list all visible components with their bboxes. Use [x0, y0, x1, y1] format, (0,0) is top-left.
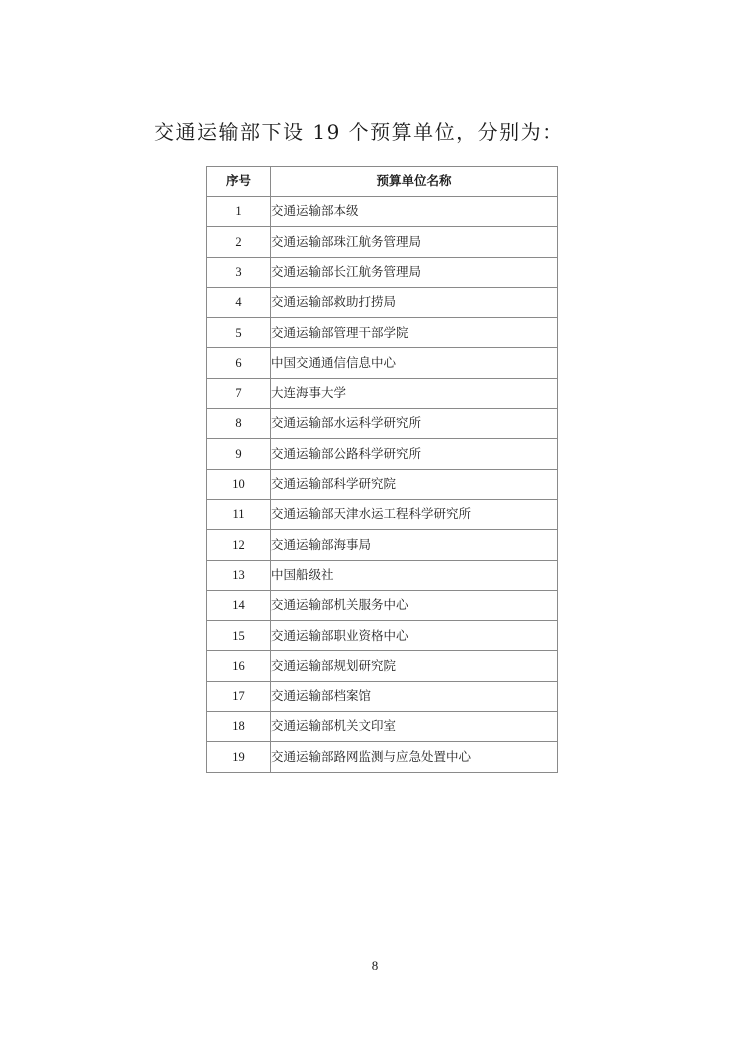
table-row: [207, 742, 558, 772]
row-unit-name: 交通运输部水运科学研究所: [271, 409, 558, 439]
row-serial-number: 18: [207, 712, 271, 742]
row-unit-name: 交通运输部珠江航务管理局: [271, 227, 558, 257]
row-serial-number: 15: [207, 621, 271, 651]
row-serial-number: 11: [207, 499, 271, 529]
row-serial-number: 17: [207, 681, 271, 711]
row-unit-name: 交通运输部海事局: [271, 530, 558, 560]
row-serial-number: 16: [207, 651, 271, 681]
row-serial-number: 4: [207, 287, 271, 317]
table-row: [207, 590, 558, 620]
table-row: [207, 681, 558, 711]
row-serial-number: 7: [207, 378, 271, 408]
row-unit-name: 大连海事大学: [271, 378, 558, 408]
row-unit-name: 交通运输部公路科学研究所: [271, 439, 558, 469]
row-unit-name: 交通运输部规划研究院: [271, 651, 558, 681]
row-serial-number: 6: [207, 348, 271, 378]
row-serial-number: 10: [207, 469, 271, 499]
row-unit-name: 交通运输部职业资格中心: [271, 621, 558, 651]
row-unit-name: 交通运输部科学研究院: [271, 469, 558, 499]
row-serial-number: 9: [207, 439, 271, 469]
table-row: [207, 621, 558, 651]
table-row: [207, 257, 558, 287]
table-row: [207, 651, 558, 681]
budget-units-table: [206, 166, 558, 773]
row-unit-name: 交通运输部长江航务管理局: [271, 257, 558, 287]
row-unit-name: 交通运输部本级: [271, 197, 558, 227]
table-row: [207, 712, 558, 742]
table-row: [207, 439, 558, 469]
row-serial-number: 8: [207, 409, 271, 439]
table-row: [207, 348, 558, 378]
row-serial-number: 2: [207, 227, 271, 257]
row-unit-name: 交通运输部机关服务中心: [271, 590, 558, 620]
row-unit-name: 中国交通通信信息中心: [271, 348, 558, 378]
row-serial-number: 3: [207, 257, 271, 287]
table-row: [207, 560, 558, 590]
table-row: [207, 227, 558, 257]
header-unit-name: 预算单位名称: [271, 167, 558, 197]
row-unit-name: 交通运输部救助打捞局: [271, 287, 558, 317]
table-row: [207, 197, 558, 227]
row-serial-number: 13: [207, 560, 271, 590]
table-row: [207, 499, 558, 529]
table-row: [207, 409, 558, 439]
row-serial-number: 1: [207, 197, 271, 227]
row-serial-number: 12: [207, 530, 271, 560]
header-serial-number: 序号: [207, 167, 271, 197]
table-row: [207, 469, 558, 499]
row-unit-name: 中国船级社: [271, 560, 558, 590]
table-body: [207, 197, 558, 773]
row-unit-name: 交通运输部天津水运工程科学研究所: [271, 499, 558, 529]
page-number: 8: [371, 958, 379, 973]
row-unit-name: 交通运输部档案馆: [271, 681, 558, 711]
row-serial-number: 14: [207, 590, 271, 620]
table-row: [207, 318, 558, 348]
row-serial-number: 19: [207, 742, 271, 772]
table-row: [207, 287, 558, 317]
row-serial-number: 5: [207, 318, 271, 348]
table-header-row: [207, 167, 558, 197]
table-row: [207, 530, 558, 560]
row-unit-name: 交通运输部路网监测与应急处置中心: [271, 742, 558, 772]
row-unit-name: 交通运输部机关文印室: [271, 712, 558, 742]
row-unit-name: 交通运输部管理干部学院: [271, 318, 558, 348]
table-row: [207, 378, 558, 408]
intro-paragraph: 交通运输部下设 19 个预算单位，分别为：: [154, 120, 564, 144]
